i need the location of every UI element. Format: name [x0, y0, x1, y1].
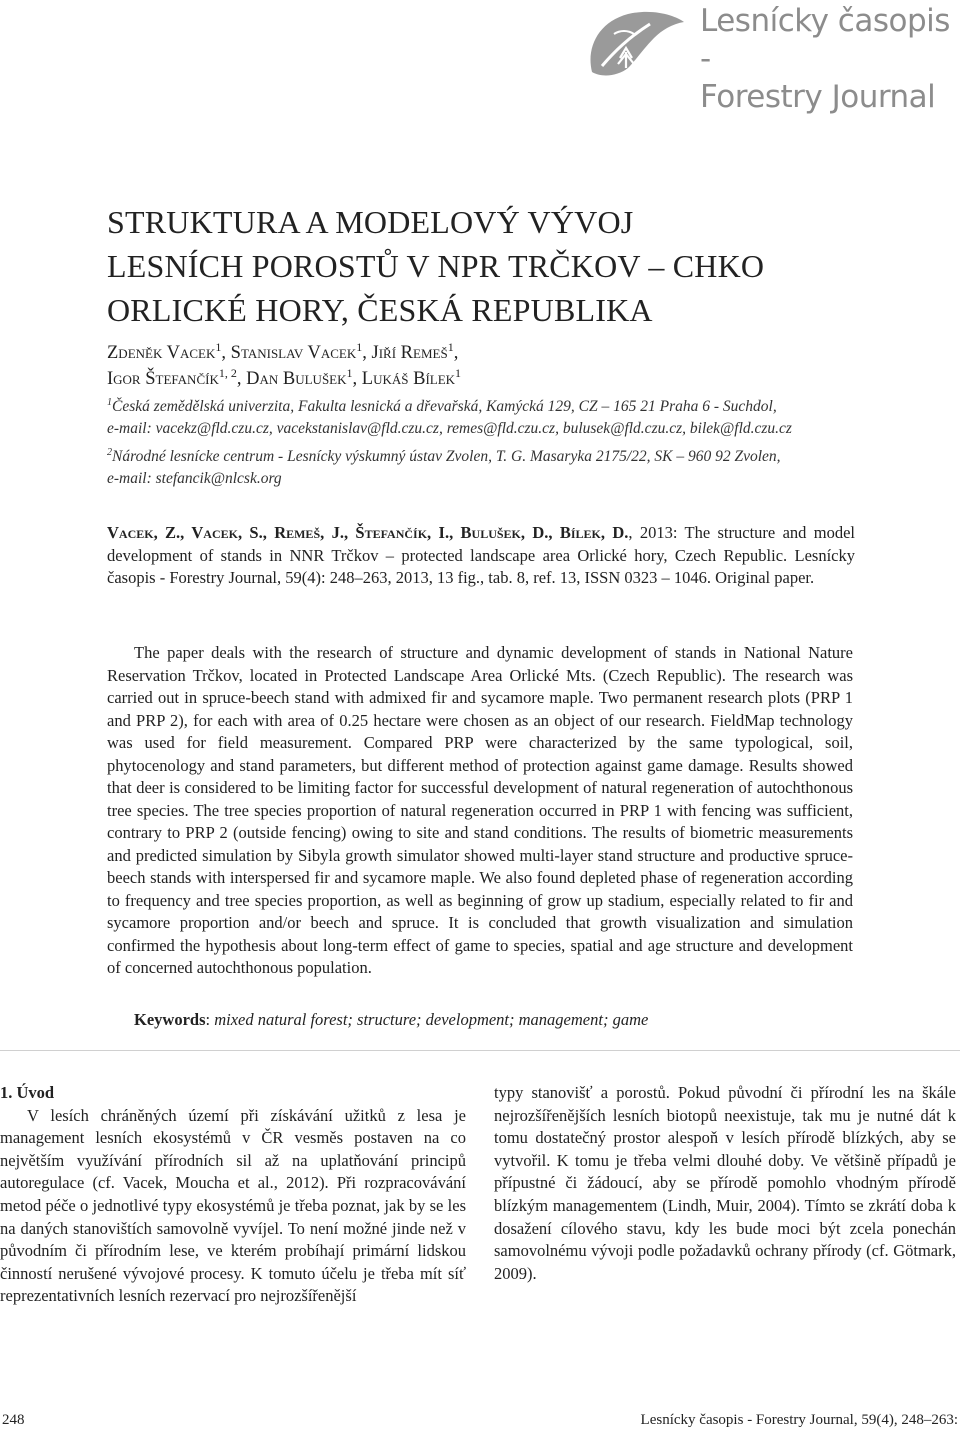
author-sup: 1 [447, 339, 454, 354]
aff2-line-2: e-mail: stefancik@nlcsk.org [107, 470, 282, 487]
keywords-label: Keywords [134, 1010, 206, 1029]
author-name: Stanislav Vacek [230, 343, 357, 363]
aff-sup: 2 [107, 446, 113, 458]
aff1-line-1: Česká zemědělská univerzita, Fakulta lesnická a dřevařská, Kamýcká 129, CZ – 165 21 Praha 6 - Suchdol, [112, 398, 777, 415]
journal-title [700, 2, 956, 116]
section-divider [0, 1050, 960, 1051]
citation-authors: Vacek, Z., Vacek, S., Remeš, J., Štefančík, I., Bulušek, D., Bílek, D. [107, 523, 629, 542]
author-list [107, 340, 907, 392]
author-sup: 1, 2 [218, 365, 237, 380]
journal-title-line2: Forestry Journal [700, 79, 936, 115]
aff2-line-1: Národné lesnícke centrum - Lesnícky výskumný ústav Zvolen, T. G. Masaryka 2175/22, SK – 960 92 Zvolen, [112, 448, 781, 465]
keywords: Keywords: mixed natural forest; structure; development; management; game [134, 1010, 649, 1029]
author-sup: 1 [455, 365, 462, 380]
author-sup: 1 [346, 365, 353, 380]
body-paragraph: typy stanovišť a porostů. Pokud původní či přírodní les na škále nejrozšířenějších lesních biotopů neexistuje, tak mu je nutné dát k tomu dostatečný prostor alespoň v lesích přírodě blízkých, aby se vytvořil. K tomu je třeba velmi dlouhé doby. Ve většině případů je přípustné či žádoucí, aby se přírodě pomohlo vhodným přírodě blízkým managementem (Lindh, Muir, 2004). Tímto se zkrátí doba k dosažení cílového stavu, kdy les bude moci být zcela ponechán samovolnému vývoji podle požadavků ochrany přírody (cf. Götmark, 2009). [494, 1083, 956, 1283]
journal-title-line1: Lesnícky časopis - [700, 3, 950, 77]
author-name: Zdeněk Vacek [107, 343, 216, 363]
author-sup: 1 [356, 339, 363, 354]
section-heading: 1. Úvod [0, 1083, 55, 1102]
title-line-1: STRUKTURA A MODELOVÝ VÝVOJ [107, 204, 634, 240]
authors-line-1: Zdeněk Vacek$^1$, Stanislav Vacek$^1$, Jiří Remeš$^1$, [107, 339, 459, 363]
authors-line-2: Igor Štefančík$^{1, 2}$, Dan Bulušek$^1$, Lukáš Bílek$^1$ [107, 365, 462, 389]
keywords-text: mixed natural forest; structure; development; management; game [214, 1010, 649, 1029]
author-sup: 1 [215, 339, 222, 354]
paper-title [107, 200, 907, 332]
title-line-2: LESNÍCH POROSTŮ V NPR TRČKOV – CHKO [107, 248, 765, 284]
citation-details: , 2013: The structure and model development of stands in NNR Trčkov – protected landscape area Orlické hory, Czech Republic. Lesnícky časopis - Forestry Journal, 59(4): 248–263, 2013, 13 fig., tab. 8, ref. 13, ISSN 0323 – 1046. Original paper. [107, 523, 855, 587]
author-name: Dan Bulušek [246, 369, 347, 389]
page-number: 248 [2, 1412, 25, 1428]
abstract: The paper deals with the research of structure and dynamic development of stands in National Nature Reservation Trčkov, located in Protected Landscape Area Orlické Mts. (Czech Republic). The research was carried out in spruce-beech stand with admixed fir and sycamore maple. Two permanent research plots (PRP 1 and PRP 2), for each with area of 0.25 hectare were chosen as an object of our research. FieldMap technology was used for field measurement. Compared PRP were characterized by the same typological, soil, phytocenology and stand parameters, but different method of protection against game damage. Results showed that deer is considered to be limiting factor for successful development of natural regeneration of autochthonous tree species. The tree species proportion of natural regeneration occurred in PRP 1 with fencing was sufficient, contrary to PRP 2 (outside fencing) owing to site and stand conditions. The results of biometric measurements and predicted simulation by Sibyla growth simulator showed multi-layer stand structure and productive spruce-beech stands with interspersed fir and sycamore maple. We also found depleted phase of regeneration according to frequency and tree species proportion, as well as beginning of grow up stadium, especially related to fir and sycamore proportion and/or beech and spruce. It is concluded that growth visualization and simulation confirmed the hypothesis about long-term effect of game to species, spatial and age structure and development of concerned autochthonous population. [107, 643, 853, 977]
citation [107, 522, 855, 590]
leaf-and-tree-icon [584, 8, 688, 78]
aff1-line-2: e-mail: vacekz@fld.czu.cz, vacekstanislav@fld.czu.cz, remes@fld.czu.cz, bulusek@fld.czu.cz, bilek@fld.czu.cz [107, 420, 792, 437]
author-name: Jiří Remeš [371, 343, 448, 363]
affiliation-2 [107, 446, 867, 490]
aff-sup: 1 [107, 396, 113, 408]
footer-journal-ref: Lesnícky časopis - Forestry Journal, 59(4), 248–263: [640, 1412, 958, 1428]
title-line-3: ORLICKÉ HORY, ČESKÁ REPUBLIKA [107, 292, 653, 328]
affiliation-1 [107, 396, 867, 440]
author-name: Lukáš Bílek [361, 369, 456, 389]
body-column-left [0, 1082, 466, 1308]
author-name: Igor Štefančík [107, 369, 219, 389]
body-paragraph: V lesích chráněných území při získávání užitků z lesa je management lesních ekosystémů v ČR vesměs postaven na co největším využívání přírodních sil až na uplatňování principů autoregulace (cf. Vacek, Moucha et al., 2012). Při rozpracovávání metod péče o jednotlivé typy ekosystémů je třeba poznat, jak by se les na daných stanovištích samovolně vyvíjel. To není možné jinde než v původním či přírodním lese, ve kterém probíhají primární lidskou činností nerušené vývojové procesy. K tomuto účelu je třeba mít síť reprezentativních lesních rezervací pro nejrozšířenější [0, 1105, 466, 1306]
body-column-right [494, 1082, 956, 1285]
